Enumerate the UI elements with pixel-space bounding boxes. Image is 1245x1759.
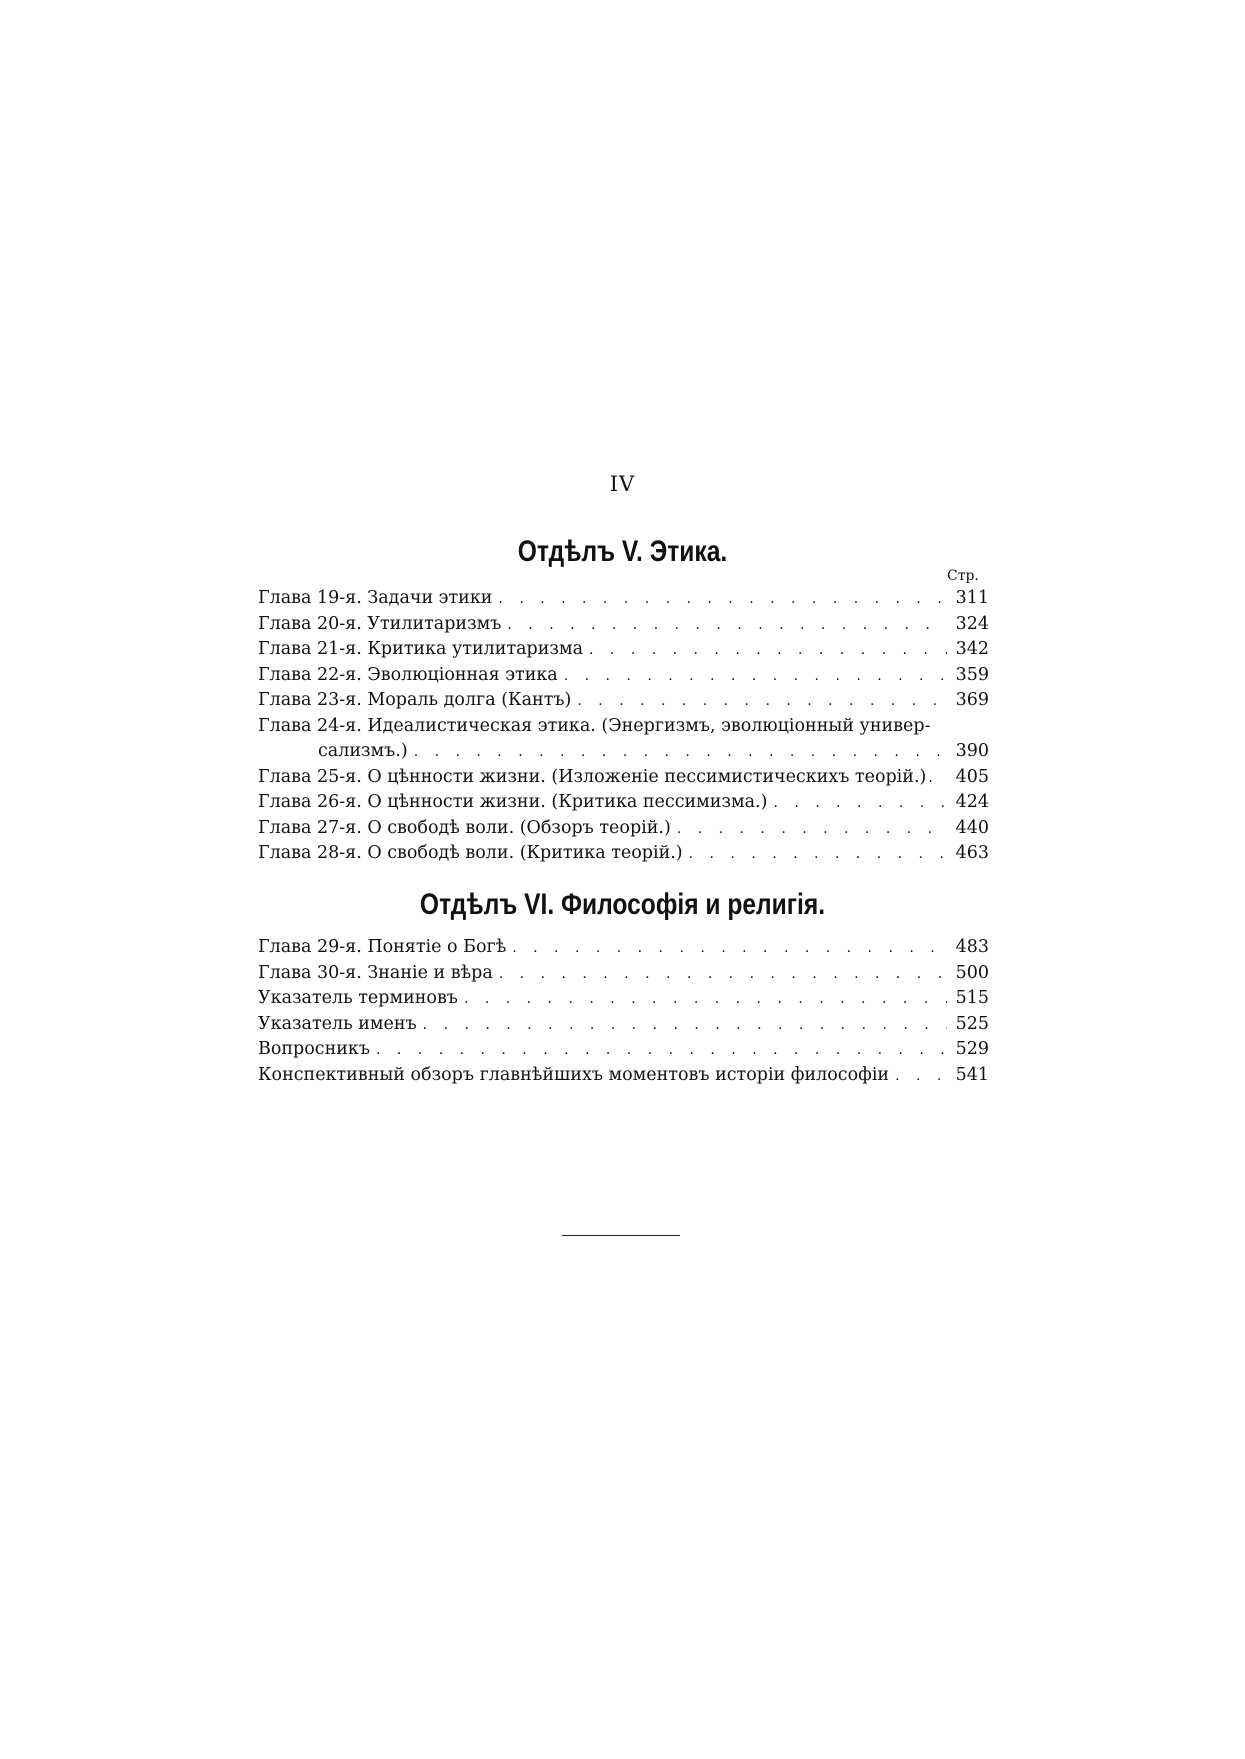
dot-leader (512, 936, 947, 962)
toc-entry[interactable] (258, 790, 989, 816)
dot-leader (498, 587, 947, 613)
toc-entry-label: Глава 30-я. Знаніе и вѣра (258, 962, 493, 983)
toc-entry[interactable] (258, 1063, 989, 1089)
toc-entry-page: 500 (955, 962, 989, 983)
toc-entry-label: Указатель именъ (258, 1013, 417, 1034)
dot-leader (507, 613, 947, 639)
toc-entry-continuation[interactable] (258, 739, 989, 765)
toc-entry[interactable] (258, 586, 989, 612)
toc-entry-page: 463 (955, 843, 989, 863)
toc-entry[interactable] (258, 765, 989, 791)
section-title-vi: Отдѣлъ VI. Философія и религія. (419, 888, 826, 921)
dot-leader (689, 842, 947, 868)
section-title-v: Отдѣлъ V. Этика. (517, 535, 728, 568)
toc-entry-label: Глава 22-я. Эволюціонная этика (258, 664, 558, 685)
dot-leader (376, 1038, 947, 1064)
toc-entry-label: Глава 29-я. Понятіе о Богѣ (258, 937, 507, 957)
toc-entry-label: Указатель терминовъ (258, 988, 458, 1008)
toc-section-v (258, 586, 989, 867)
toc-entry-page: 311 (955, 588, 989, 608)
toc-entry-label: Глава 20-я. Утилитаризмъ (258, 613, 502, 634)
toc-entry[interactable] (258, 986, 989, 1012)
toc-entry-page: 525 (955, 1013, 989, 1034)
toc-entry-page: 483 (955, 937, 989, 957)
toc-entry-label: Глава 27-я. О свободѣ воли. (Обзоръ теорій.) (258, 817, 671, 838)
toc-entry-page: 405 (955, 766, 989, 787)
toc-entry[interactable] (258, 841, 989, 867)
dot-leader (895, 1064, 947, 1090)
dot-leader (928, 766, 949, 792)
toc-entry[interactable] (258, 688, 989, 714)
dot-leader (464, 987, 947, 1013)
toc-entry-page: 440 (955, 817, 989, 838)
closing-rule (562, 1235, 680, 1236)
toc-entry-label: Вопросникъ (258, 1039, 370, 1059)
dot-leader (564, 664, 947, 690)
toc-entry-label: Глава 26-я. О цѣнности жизни. (Критика пессимизма.) (258, 792, 768, 812)
toc-entry-label: Глава 21-я. Критика утилитаризма (258, 639, 584, 659)
dot-leader (414, 740, 947, 766)
dot-leader (577, 689, 947, 715)
toc-entry[interactable] (258, 935, 989, 961)
toc-entry-page: 529 (955, 1039, 989, 1059)
toc-entry-page: 342 (955, 639, 989, 659)
dot-leader (589, 638, 947, 664)
toc-entry-page: 541 (955, 1064, 989, 1085)
toc-entry[interactable] (258, 961, 989, 987)
page-number: IV (609, 472, 636, 496)
toc-entry-page: 369 (955, 690, 989, 710)
toc-entry-label-continuation: сализмъ.) (318, 741, 408, 761)
dot-leader (499, 962, 947, 988)
toc-entry-label: Глава 19-я. Задачи этики (258, 588, 493, 608)
toc-entry-label: Глава 24-я. Идеалистическая этика. (Энергизмъ, эволюціонный универ- (258, 715, 931, 736)
toc-entry-page: 390 (955, 741, 989, 761)
toc-entry[interactable] (258, 1012, 989, 1038)
toc-entry[interactable] (258, 637, 989, 663)
toc-entry[interactable] (258, 612, 989, 638)
toc-entry[interactable] (258, 663, 989, 689)
toc-entry-label: Конспективный обзоръ главнѣйшихъ моментовъ исторіи философіи (258, 1064, 890, 1085)
toc-entry-page: 424 (955, 792, 989, 812)
toc-entry-page: 515 (955, 988, 989, 1008)
dot-leader (423, 1013, 947, 1039)
page-column-header: Стр. (947, 568, 979, 584)
toc-entry-first-line[interactable] (258, 714, 989, 740)
toc-entry-label: Глава 23-я. Мораль долга (Кантъ) (258, 690, 572, 710)
toc-entry-page: 359 (955, 664, 989, 685)
toc-entry-label: Глава 25-я. О цѣнности жизни. (Изложеніе пессимистическихъ теорій.) (258, 766, 927, 787)
toc-entry[interactable] (258, 1037, 989, 1063)
toc-entry[interactable] (258, 816, 989, 842)
toc-section-vi (258, 935, 989, 1088)
dot-leader (773, 791, 947, 817)
toc-entry-label: Глава 28-я. О свободѣ воли. (Критика теорій.) (258, 843, 683, 863)
dot-leader (677, 817, 947, 843)
toc-entry-page: 324 (955, 613, 989, 634)
